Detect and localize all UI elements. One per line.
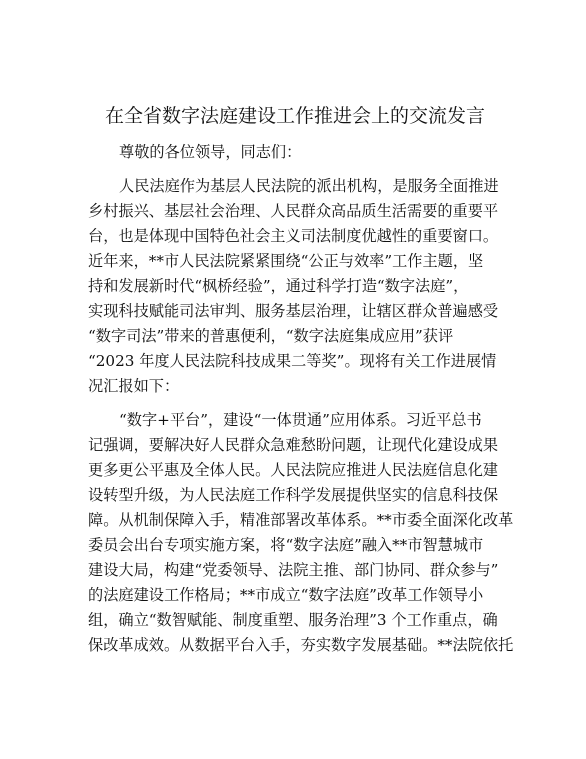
salutation: 尊敬的各位领导，同志们： <box>119 143 302 161</box>
paragraph-line: 况汇报如下： <box>88 377 180 395</box>
paragraph-line: 更多更公平惠及全体人民。人民法院应推进人民法庭信息化建 <box>88 461 499 479</box>
paragraph-line: 障。从机制保障入手，精准部署改革体系。**市委全面深化改革 <box>88 511 514 529</box>
document-body <box>88 140 514 658</box>
paragraph-line: “2023 年度人民法院科技成果二等奖”。现将有关工作进展情 <box>88 352 497 370</box>
paragraph-line: 的法庭建设工作格局；**市成立“数字法庭”改革工作领导小 <box>88 586 484 604</box>
paragraph-line: 持和发展新时代“枫桥经验”，通过科学打造“数字法庭”， <box>88 277 469 295</box>
paragraph-line: 人民法庭作为基层人民法院的派出机构，是服务全面推进 <box>119 177 499 195</box>
paragraph-line: 委员会出台专项实施方案，将“数字法庭”融入**市智慧城市 <box>88 536 484 554</box>
paragraph-line: 实现科技赋能司法审判、服务基层治理，让辖区群众普遍感受 <box>88 302 499 320</box>
paragraph-line: 建设大局，构建“党委领导、法院主推、部门协同、群众参与” <box>88 561 499 579</box>
paragraph-line: 保改革成效。从数据平台入手，夯实数字发展基础。**法院依托 <box>88 636 514 654</box>
paragraph-line: 乡村振兴、基层社会治理、人民群众高品质生活需要的重要平 <box>88 202 499 220</box>
paragraph-line: 近年来，**市人民法院紧紧围绕“公正与效率”工作主题，坚 <box>88 252 484 270</box>
paragraph-line: 组，确立“数智赋能、制度重塑、服务治理”3 个工作重点，确 <box>88 611 498 629</box>
paragraph-line: “数字司法”带来的普惠便利，“数字法庭集成应用”获评 <box>88 327 454 345</box>
paragraph-line: 台，也是体现中国特色社会主义司法制度优越性的重要窗口。 <box>88 227 499 245</box>
paragraph-1 <box>88 174 503 399</box>
paragraph-line: 记强调，要解决好人民群众急难愁盼问题，让现代化建设成果 <box>88 436 499 454</box>
paragraph-line: 设转型升级，为人民法庭工作科学发展提供坚实的信息科技保 <box>88 486 499 504</box>
paragraph-line: “数字+平台”，建设“一体贯通”应用体系。习近平总书 <box>119 411 482 429</box>
document-title: 在全省数字法庭建设工作推进会上的交流发言 <box>104 105 485 127</box>
paragraph-2 <box>88 408 514 658</box>
